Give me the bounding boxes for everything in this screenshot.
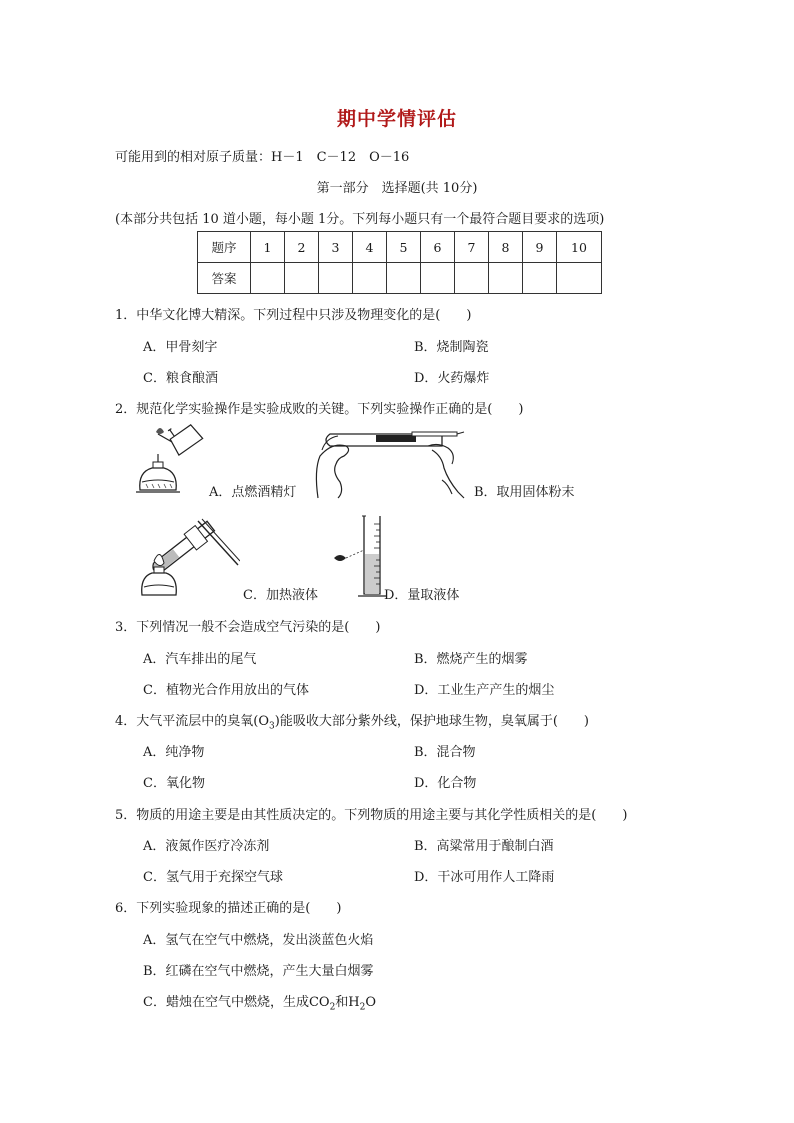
question-5-option-c[interactable]: C．氢气用于充探空气球 bbox=[143, 870, 283, 885]
page-title: 期中学情评估 bbox=[336, 108, 457, 130]
table-header-cell: 题序 bbox=[198, 232, 251, 263]
question-1-option-d[interactable]: D．火药爆炸 bbox=[414, 371, 490, 386]
table-cell: 1 bbox=[251, 232, 285, 263]
question-1-option-c[interactable]: C．粮食酿酒 bbox=[143, 371, 218, 386]
question-2-option-d[interactable]: D．量取液体 bbox=[384, 588, 460, 603]
table-cell: 8 bbox=[489, 232, 523, 263]
section-note: (本部分共包括 10 道小题，每小题 1分。下列每小题只有一个最符合题目要求的选项) bbox=[115, 212, 605, 227]
answer-cell[interactable] bbox=[319, 263, 353, 294]
table-cell: 7 bbox=[455, 232, 489, 263]
answer-cell[interactable] bbox=[285, 263, 319, 294]
table-cell: 4 bbox=[353, 232, 387, 263]
question-4-stem: 4．大气平流层中的臭氧$(O_3)$能吸收大部分紫外线，保护地球生物，臭氧属于( ) bbox=[115, 714, 589, 732]
table-row bbox=[198, 232, 602, 263]
answer-cell[interactable] bbox=[489, 263, 523, 294]
alcohol-lamp-figure bbox=[128, 420, 208, 498]
table-cell: 5 bbox=[387, 232, 421, 263]
question-1-option-a[interactable]: A．甲骨刻字 bbox=[143, 340, 218, 355]
question-3-stem: 3．下列情况一般不会造成空气污染的是( ) bbox=[115, 620, 381, 635]
graduated-cylinder-figure bbox=[330, 512, 390, 600]
table-cell: 9 bbox=[523, 232, 557, 263]
atomic-mass-line: 可能用到的相对原子质量：H－1 C－12 O－16 bbox=[115, 150, 410, 165]
answer-cell[interactable] bbox=[387, 263, 421, 294]
question-6-option-a[interactable]: A．氢气在空气中燃烧，发出淡蓝色火焰 bbox=[143, 933, 374, 948]
question-5-stem: 5．物质的用途主要是由其性质决定的。下列物质的用途主要与其化学性质相关的是( ) bbox=[115, 808, 628, 823]
table-cell: 3 bbox=[319, 232, 353, 263]
question-3-option-a[interactable]: A．汽车排出的尾气 bbox=[143, 652, 257, 667]
question-2-option-a[interactable]: A．点燃酒精灯 bbox=[209, 485, 297, 500]
table-header-cell: 答案 bbox=[198, 263, 251, 294]
answer-cell[interactable] bbox=[421, 263, 455, 294]
section-title: 第一部分 选择题(共 10分) bbox=[316, 181, 478, 196]
question-4-option-a[interactable]: A．纯净物 bbox=[143, 745, 205, 760]
table-row bbox=[198, 263, 602, 294]
answer-cell[interactable] bbox=[353, 263, 387, 294]
table-cell: 6 bbox=[421, 232, 455, 263]
question-4-option-c[interactable]: C．氧化物 bbox=[143, 776, 205, 791]
table-cell: 10 bbox=[557, 232, 602, 263]
question-1-option-b[interactable]: B．烧制陶瓷 bbox=[414, 340, 489, 355]
answer-cell[interactable] bbox=[523, 263, 557, 294]
question-6-stem: 6．下列实验现象的描述正确的是( ) bbox=[115, 901, 342, 916]
question-5-option-a[interactable]: A．液氮作医疗冷冻剂 bbox=[143, 839, 270, 854]
question-1-stem: 1．中华文化博大精深。下列过程中只涉及物理变化的是( ) bbox=[115, 308, 472, 323]
question-5-option-d[interactable]: D．干冰可用作人工降雨 bbox=[414, 870, 555, 885]
heating-liquid-figure bbox=[140, 507, 240, 599]
answer-table bbox=[197, 231, 602, 294]
answer-cell[interactable] bbox=[455, 263, 489, 294]
question-4-option-b[interactable]: B．混合物 bbox=[414, 745, 476, 760]
question-2-option-c[interactable]: C．加热液体 bbox=[243, 588, 318, 603]
question-2-option-b[interactable]: B．取用固体粉末 bbox=[474, 485, 575, 500]
question-3-option-b[interactable]: B．燃烧产生的烟雾 bbox=[414, 652, 528, 667]
question-2-stem: 2．规范化学实验操作是实验成败的关键。下列实验操作正确的是( ) bbox=[115, 402, 524, 417]
question-4-option-d[interactable]: D．化合物 bbox=[414, 776, 477, 791]
question-5-option-b[interactable]: B．高粱常用于酿制白酒 bbox=[414, 839, 554, 854]
answer-cell[interactable] bbox=[557, 263, 602, 294]
question-3-option-c[interactable]: C．植物光合作用放出的气体 bbox=[143, 683, 309, 698]
question-6-option-c[interactable]: C．蜡烛在空气中燃烧，生成$CO_2$和$H_2O$ bbox=[143, 995, 377, 1013]
table-cell: 2 bbox=[285, 232, 319, 263]
question-3-option-d[interactable]: D．工业生产产生的烟尘 bbox=[414, 683, 555, 698]
answer-cell[interactable] bbox=[251, 263, 285, 294]
powder-tube-figure bbox=[292, 420, 472, 500]
question-6-option-b[interactable]: B．红磷在空气中燃烧，产生大量白烟雾 bbox=[143, 964, 374, 979]
